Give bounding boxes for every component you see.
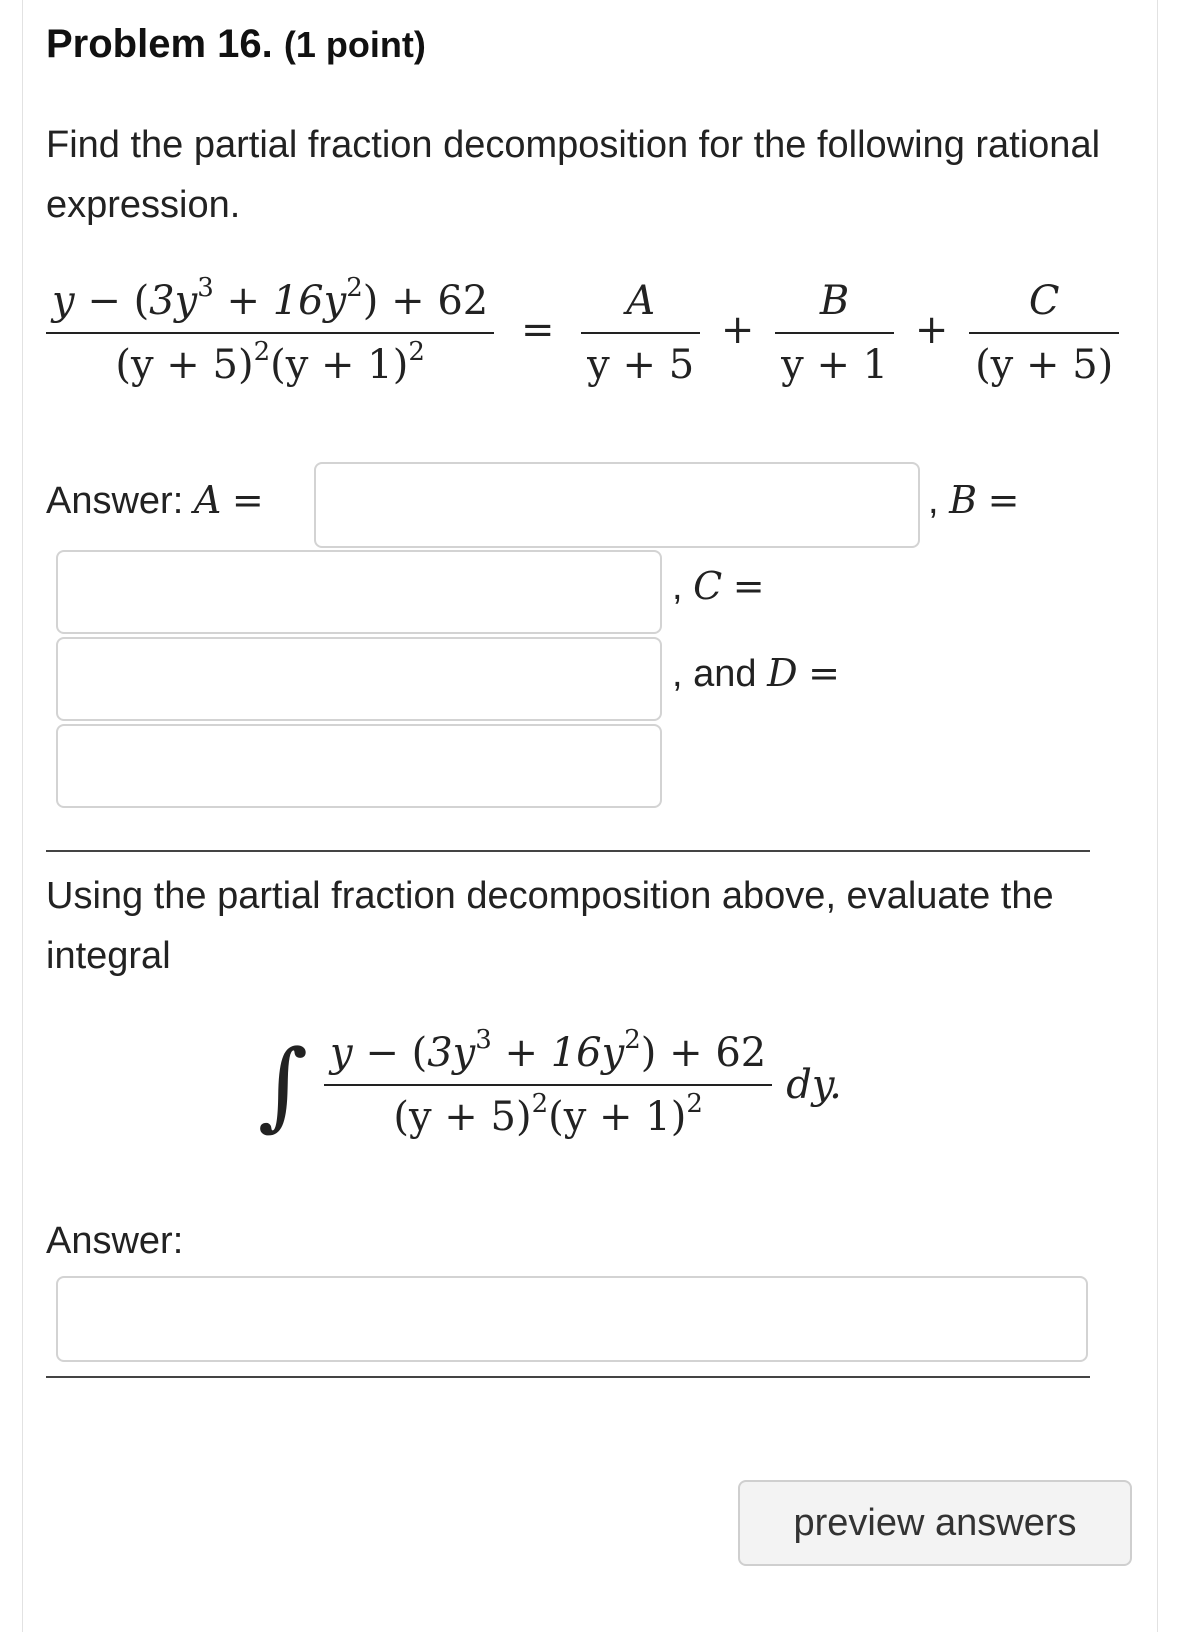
rational-expression [46,273,494,388]
answer-c-label: , C = [672,564,765,608]
problem-number: Problem 16. [46,22,273,66]
term-b [775,278,894,388]
integral-sign: ∫ [258,1029,309,1141]
integral-instruction: Using the partial fraction decomposition above, evaluate the integral [46,875,1054,977]
integrand-numerator: $y - (3y^3 + 16y^2) + 62$ [330,1025,767,1076]
problem-instruction: Find the partial fraction decomposition for the following rational expression. [46,124,1101,226]
term-b-denominator: y + 1 [775,332,894,388]
decomposition-equation [46,273,1119,388]
answer-b-label: , B = [928,478,1020,522]
answer-c-input[interactable] [56,637,662,721]
term-c-numerator: C [1028,278,1060,324]
integral-dy: dy. [786,1062,842,1108]
term-a-numerator: A [626,278,656,324]
equals-sign: = [520,307,555,353]
integrand [324,1025,772,1140]
integral-expression [258,1025,842,1141]
term-c-denominator: (y + 5) [969,332,1119,388]
rational-numerator: $y - (3y^3 + 16y^2) + 62$ [52,273,489,324]
answer-a-input[interactable] [314,462,920,548]
integral-answer-label: Answer: [46,1220,184,1262]
integrand-denominator: $(y + 5)^2(y + 1)^2$ [324,1084,772,1140]
answer-b-input[interactable] [56,550,662,634]
integral-answer-input[interactable] [56,1276,1088,1362]
term-c [969,278,1119,388]
plus-sign: + [914,307,949,353]
rational-denominator: $(y + 5)^2(y + 1)^2$ [46,332,494,388]
problem-title [46,22,426,67]
answer-d-label: , and D = [672,651,840,695]
term-a [581,278,700,388]
term-b-numerator: B [819,278,850,324]
answer-a-label: Answer: A = [46,478,264,522]
bottom-divider [46,1376,1090,1378]
answer-d-input[interactable] [56,724,662,808]
preview-answers-button[interactable]: preview answers [738,1480,1132,1566]
term-a-denominator: y + 5 [581,332,700,388]
section-divider [46,850,1090,852]
plus-sign: + [720,307,755,353]
problem-points: (1 point) [283,24,426,65]
problem-panel [22,0,1158,1632]
